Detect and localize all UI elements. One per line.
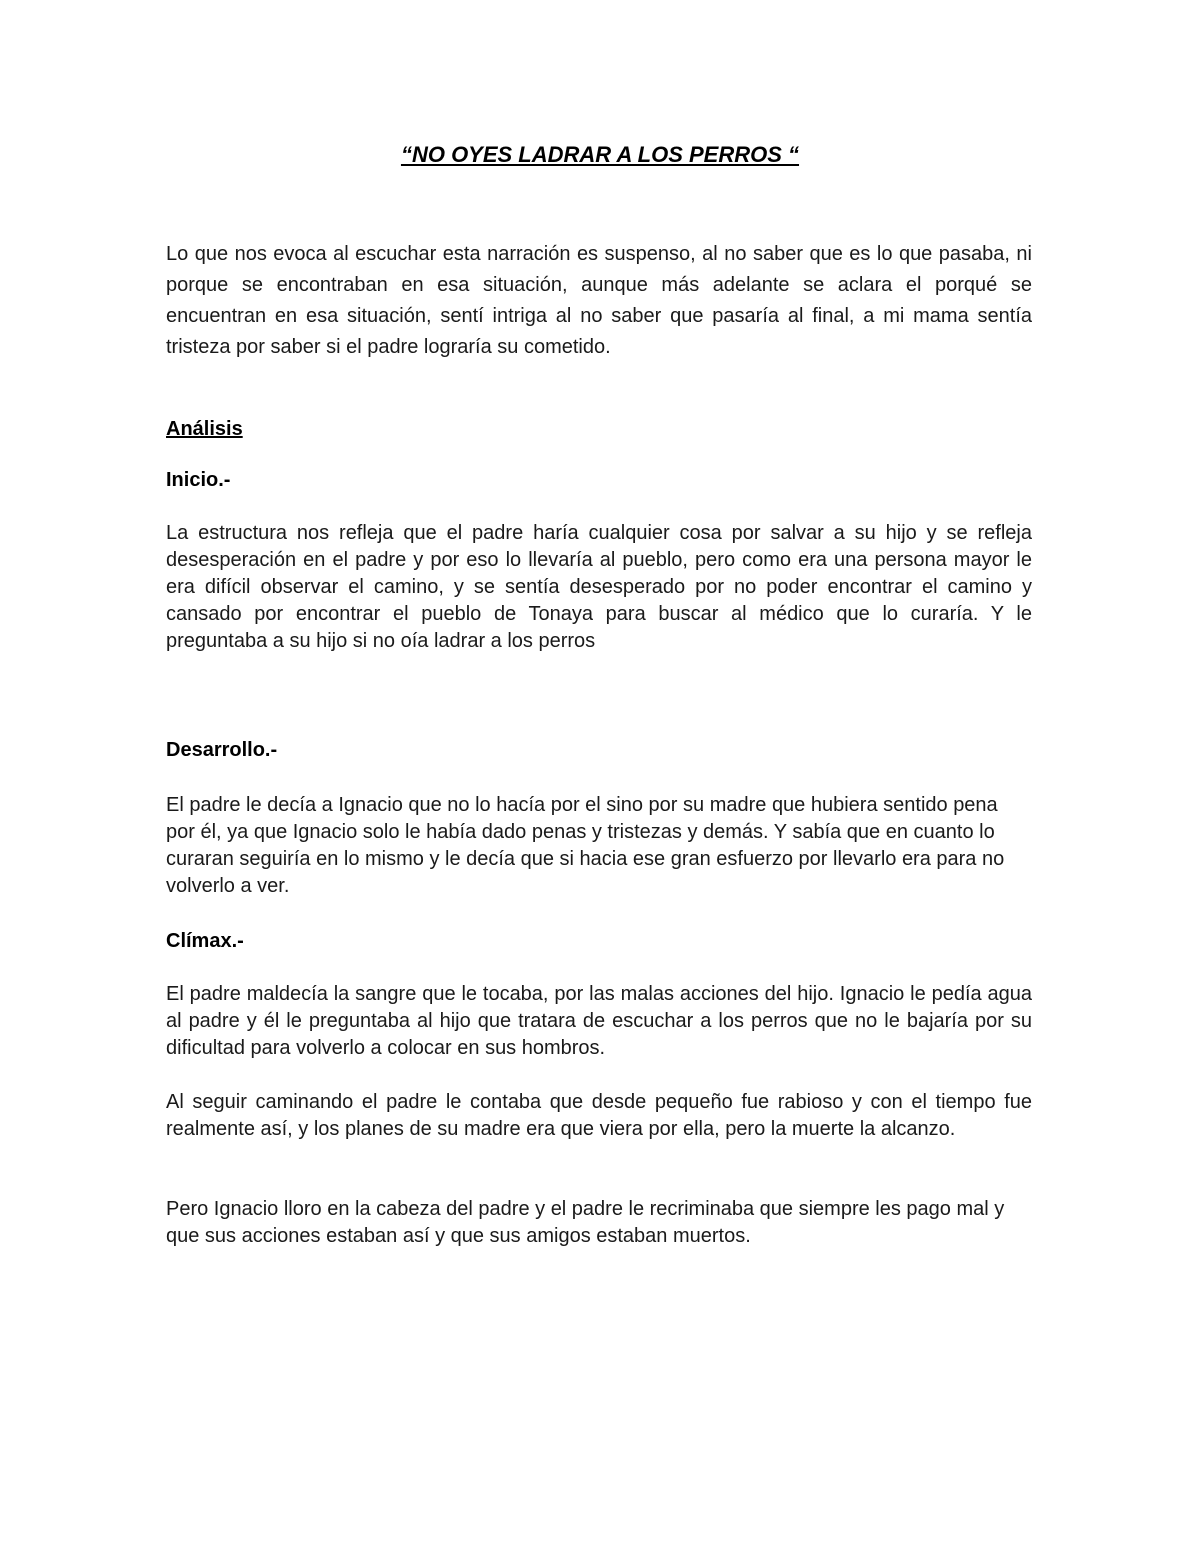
analysis-heading: Análisis <box>166 418 243 440</box>
intro-paragraph: Lo que nos evoca al escuchar esta narración es suspenso, al no saber que es lo que pasaba, ni porque se encontraban en esa situación, aunque más adelante se aclara el porqué se encuentran en esa situación, sentí intriga al no saber que pasaría al final, a mi mama sentía tristeza por saber si el padre lograría su cometido. <box>166 243 1032 358</box>
climax-paragraph-2: Al seguir caminando el padre le contaba que desde pequeño fue rabioso y con el tiempo fue realmente así, y los planes de su madre era que viera por ella, pero la muerte la alcanzo. <box>166 1091 1032 1140</box>
inicio-paragraph: La estructura nos refleja que el padre haría cualquier cosa por salvar a su hijo y se refleja desesperación en el padre y por eso lo llevaría al pueblo, pero como era una persona mayor le era difícil observar el camino, y se sentía desesperado por no poder encontrar el camino y cansado por encontrar el pueblo de Tonaya para buscar al médico que lo curaría. Y le preguntaba a su hijo si no oía ladrar a los perros <box>166 522 1032 652</box>
document-title: “NO OYES LADRAR A LOS PERROS “ <box>400 142 800 167</box>
climax-paragraph-3: Pero Ignacio lloro en la cabeza del padre y el padre le recriminaba que siempre les pago mal y que sus acciones estaban así y que sus amigos estaban muertos. <box>166 1198 1005 1247</box>
inicio-heading: Inicio.- <box>166 469 231 491</box>
desarrollo-heading: Desarrollo.- <box>166 739 278 761</box>
desarrollo-paragraph: El padre le decía a Ignacio que no lo hacía por el sino por su madre que hubiera sentido pena por él, ya que Ignacio solo le había dado penas y tristezas y demás. Y sabía que en cuanto lo curaran seguiría en lo mismo y le decía que si hacia ese gran esfuerzo por llevarlo era para no volverlo a ver. <box>166 794 1005 897</box>
climax-heading: Clímax.- <box>166 930 244 952</box>
climax-paragraph-1: El padre maldecía la sangre que le tocaba, por las malas acciones del hijo. Ignacio le pedía agua al padre y él le preguntaba al hijo que tratara de escuchar a los perros que no le bajaría por su dificultad para volverlo a colocar en sus hombros. <box>166 983 1032 1059</box>
